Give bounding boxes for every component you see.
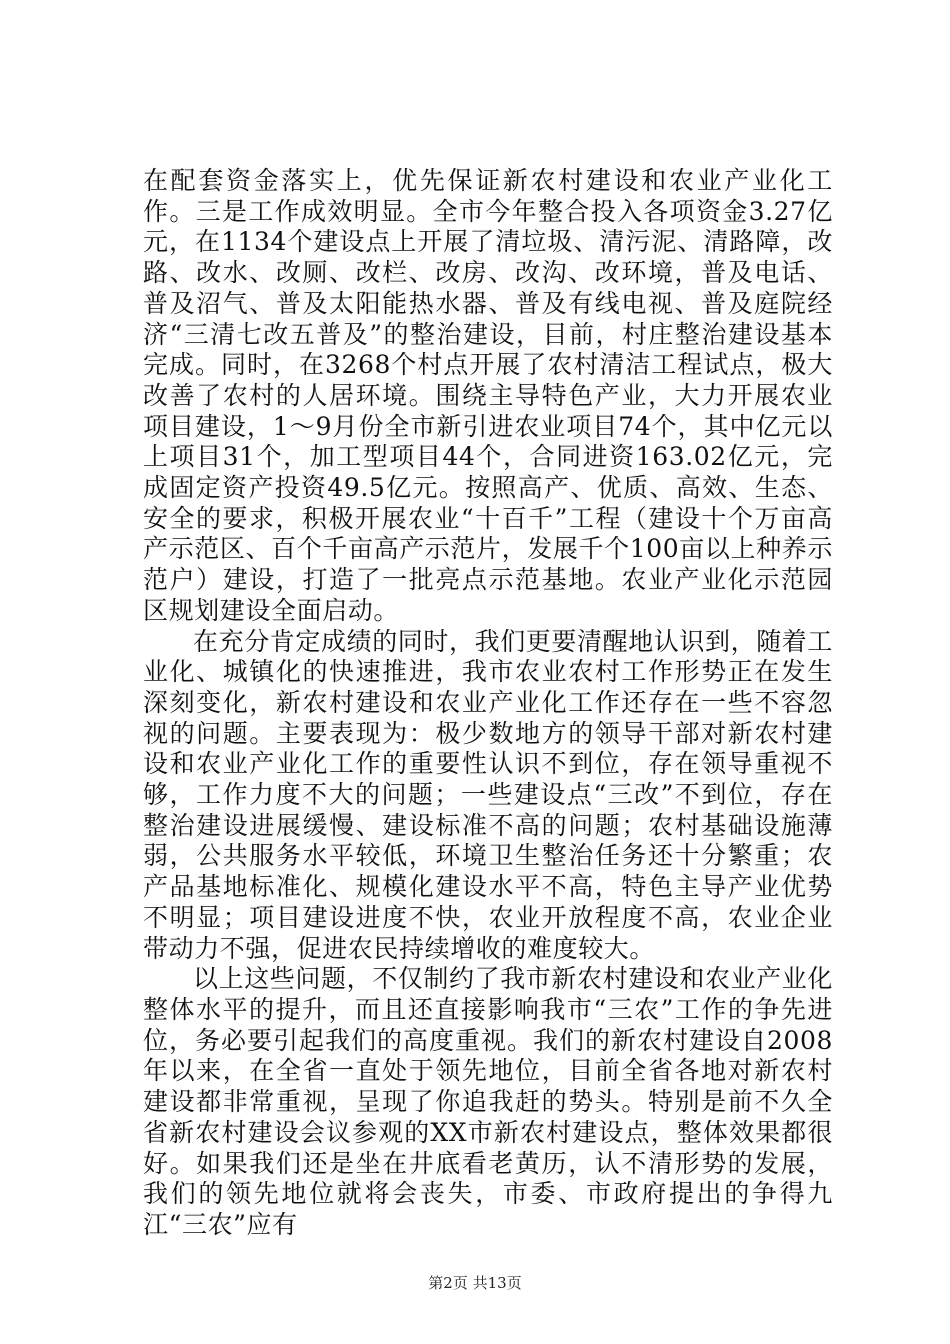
paragraph-3: 以上这些问题，不仅制约了我市新农村建设和农业产业化整体水平的提升，而且还直接影响我市“三农”工作的争先进位，务必要引起我们的高度重视。我们的新农村建设自2008年以来，在全省一直处于领先地位，目前全省各地对新农村建设都非常重视，呈现了你追我赶的势头。特别是前不久全省新农村建设会议参观的XX市新农村建设点，整体效果都很好。如果我们还是坐在井底看老黄历，认不清形势的发展，我们的领先地位就将会丧失，市委、市政府提出的争得九江“三农”应有 (143, 964, 834, 1239)
paragraph-1: 在配套资金落实上，优先保证新农村建设和农业产业化工作。三是工作成效明显。全市今年整合投入各项资金3.27亿元，在1134个建设点上开展了清垃圾、清污泥、清路障，改路、改水、改厕、改栏、改房、改沟、改环境，普及电话、普及沼气、普及太阳能热水器、普及有线电视、普及庭院经济“三清七改五普及”的整治建设，目前，村庄整治建设基本完成。同时，在3268个村点开展了农村清洁工程试点，极大改善了农村的人居环境。围绕主导特色产业，大力开展农业项目建设，1～9月份全市新引进农业项目74个，其中亿元以上项目31个，加工型项目44个，合同进资163.02亿元，完成固定资产投资49.5亿元。按照高产、优质、高效、生态、安全的要求，积极开展农业“十百千”工程（建设十个万亩高产示范区、百个千亩高产示范片，发展千个100亩以上种养示范户）建设，打造了一批亮点示范基地。农业产业化示范园区规划建设全面启动。 (143, 166, 833, 625)
document-body (143, 166, 833, 1241)
paragraph-2: 在充分肯定成绩的同时，我们更要清醒地认识到，随着工业化、城镇化的快速推进，我市农业农村工作形势正在发生深刻变化，新农村建设和农业产业化工作还存在一些不容忽视的问题。主要表现为：极少数地方的领导干部对新农村建设和农业产业化工作的重要性认识不到位，存在领导重视不够，工作力度不大的问题；一些建设点“三改”不到位，存在整治建设进展缓慢、建设标准不高的问题；农村基础设施薄弱，公共服务水平较低，环境卫生整治任务还十分繁重；农产品基地标准化、规模化建设水平不高，特色主导产业优势不明显；项目建设进度不快，农业开放程度不高，农业企业带动力不强，促进农民持续增收的难度较大。 (143, 626, 834, 963)
page-footer (0, 1272, 950, 1293)
page-number-label: 第2页 共13页 (428, 1274, 522, 1292)
